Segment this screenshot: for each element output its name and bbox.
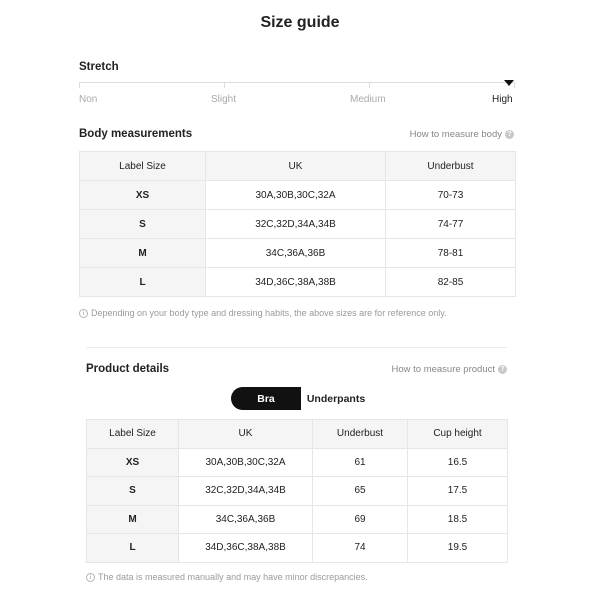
column-header: Label Size: [87, 420, 179, 449]
underbust-cell: 78-81: [386, 239, 516, 268]
cup-height-cell: 16.5: [408, 448, 508, 477]
column-header: Cup height: [408, 420, 508, 449]
stretch-indicator-icon: [504, 80, 514, 86]
table-row: [87, 534, 508, 563]
table-row: [80, 239, 516, 268]
stretch-level-non: Non: [79, 94, 98, 105]
stretch-label: Stretch: [79, 61, 119, 73]
underbust-cell: 61: [313, 448, 408, 477]
table-row: [80, 210, 516, 239]
tab-underpants[interactable]: Underpants: [301, 387, 371, 410]
size-cell: L: [87, 534, 179, 563]
uk-cell: 30A,30B,30C,32A: [206, 181, 386, 210]
how-to-measure-product-label: How to measure product: [391, 364, 495, 375]
table-row: [80, 268, 516, 297]
uk-cell: 34D,36C,38A,38B: [179, 534, 313, 563]
stretch-tick: [514, 82, 515, 88]
info-icon: i: [86, 573, 95, 582]
column-header: Underbust: [386, 152, 516, 181]
section-divider: [86, 347, 507, 348]
uk-cell: 32C,32D,34A,34B: [179, 477, 313, 506]
size-cell: M: [80, 239, 206, 268]
size-cell: S: [87, 477, 179, 506]
size-cell: XS: [80, 181, 206, 210]
page-title: Size guide: [260, 14, 340, 31]
body-measurements-note: [79, 308, 447, 318]
stretch-scale: [79, 82, 515, 83]
tab-bra[interactable]: Bra: [231, 387, 301, 410]
size-cell: S: [80, 210, 206, 239]
underbust-cell: 69: [313, 505, 408, 534]
underbust-cell: 82-85: [386, 268, 516, 297]
table-row: [87, 477, 508, 506]
uk-cell: 34C,36A,36B: [206, 239, 386, 268]
stretch-tick: [224, 82, 225, 88]
table-row: [87, 505, 508, 534]
product-details-table: [86, 419, 508, 563]
garment-toggle: [231, 387, 371, 410]
uk-cell: 34C,36A,36B: [179, 505, 313, 534]
body-note-text: Depending on your body type and dressing habits, the above sizes are for reference only.: [91, 308, 447, 318]
how-to-measure-body-label: How to measure body: [409, 129, 502, 140]
table-row: [87, 448, 508, 477]
cup-height-cell: 18.5: [408, 505, 508, 534]
underbust-cell: 74-77: [386, 210, 516, 239]
stretch-level-slight: Slight: [211, 94, 237, 105]
info-icon: i: [79, 309, 88, 318]
uk-cell: 34D,36C,38A,38B: [206, 268, 386, 297]
table-header-row: [80, 152, 516, 181]
uk-cell: 32C,32D,34A,34B: [206, 210, 386, 239]
column-header: Underbust: [313, 420, 408, 449]
column-header: UK: [206, 152, 386, 181]
body-measurements-table: [79, 151, 516, 297]
help-icon: ?: [505, 130, 514, 139]
underbust-cell: 65: [313, 477, 408, 506]
size-cell: M: [87, 505, 179, 534]
column-header: UK: [179, 420, 313, 449]
stretch-level-high: High: [492, 94, 513, 105]
underbust-cell: 70-73: [386, 181, 516, 210]
cup-height-cell: 19.5: [408, 534, 508, 563]
size-cell: L: [80, 268, 206, 297]
product-details-note: [86, 572, 368, 582]
table-header-row: [87, 420, 508, 449]
how-to-measure-product-link[interactable]: [392, 364, 508, 375]
stretch-tick: [79, 82, 80, 88]
help-icon: ?: [498, 365, 507, 374]
cup-height-cell: 17.5: [408, 477, 508, 506]
body-measurements-heading: Body measurements: [79, 128, 193, 140]
table-row: [80, 181, 516, 210]
how-to-measure-body-link[interactable]: [410, 129, 514, 140]
column-header: Label Size: [80, 152, 206, 181]
product-details-heading: Product details: [86, 363, 170, 375]
uk-cell: 30A,30B,30C,32A: [179, 448, 313, 477]
underbust-cell: 74: [313, 534, 408, 563]
stretch-tick: [369, 82, 370, 88]
stretch-level-medium: Medium: [350, 94, 386, 105]
size-cell: XS: [87, 448, 179, 477]
product-note-text: The data is measured manually and may have minor discrepancies.: [98, 572, 368, 582]
